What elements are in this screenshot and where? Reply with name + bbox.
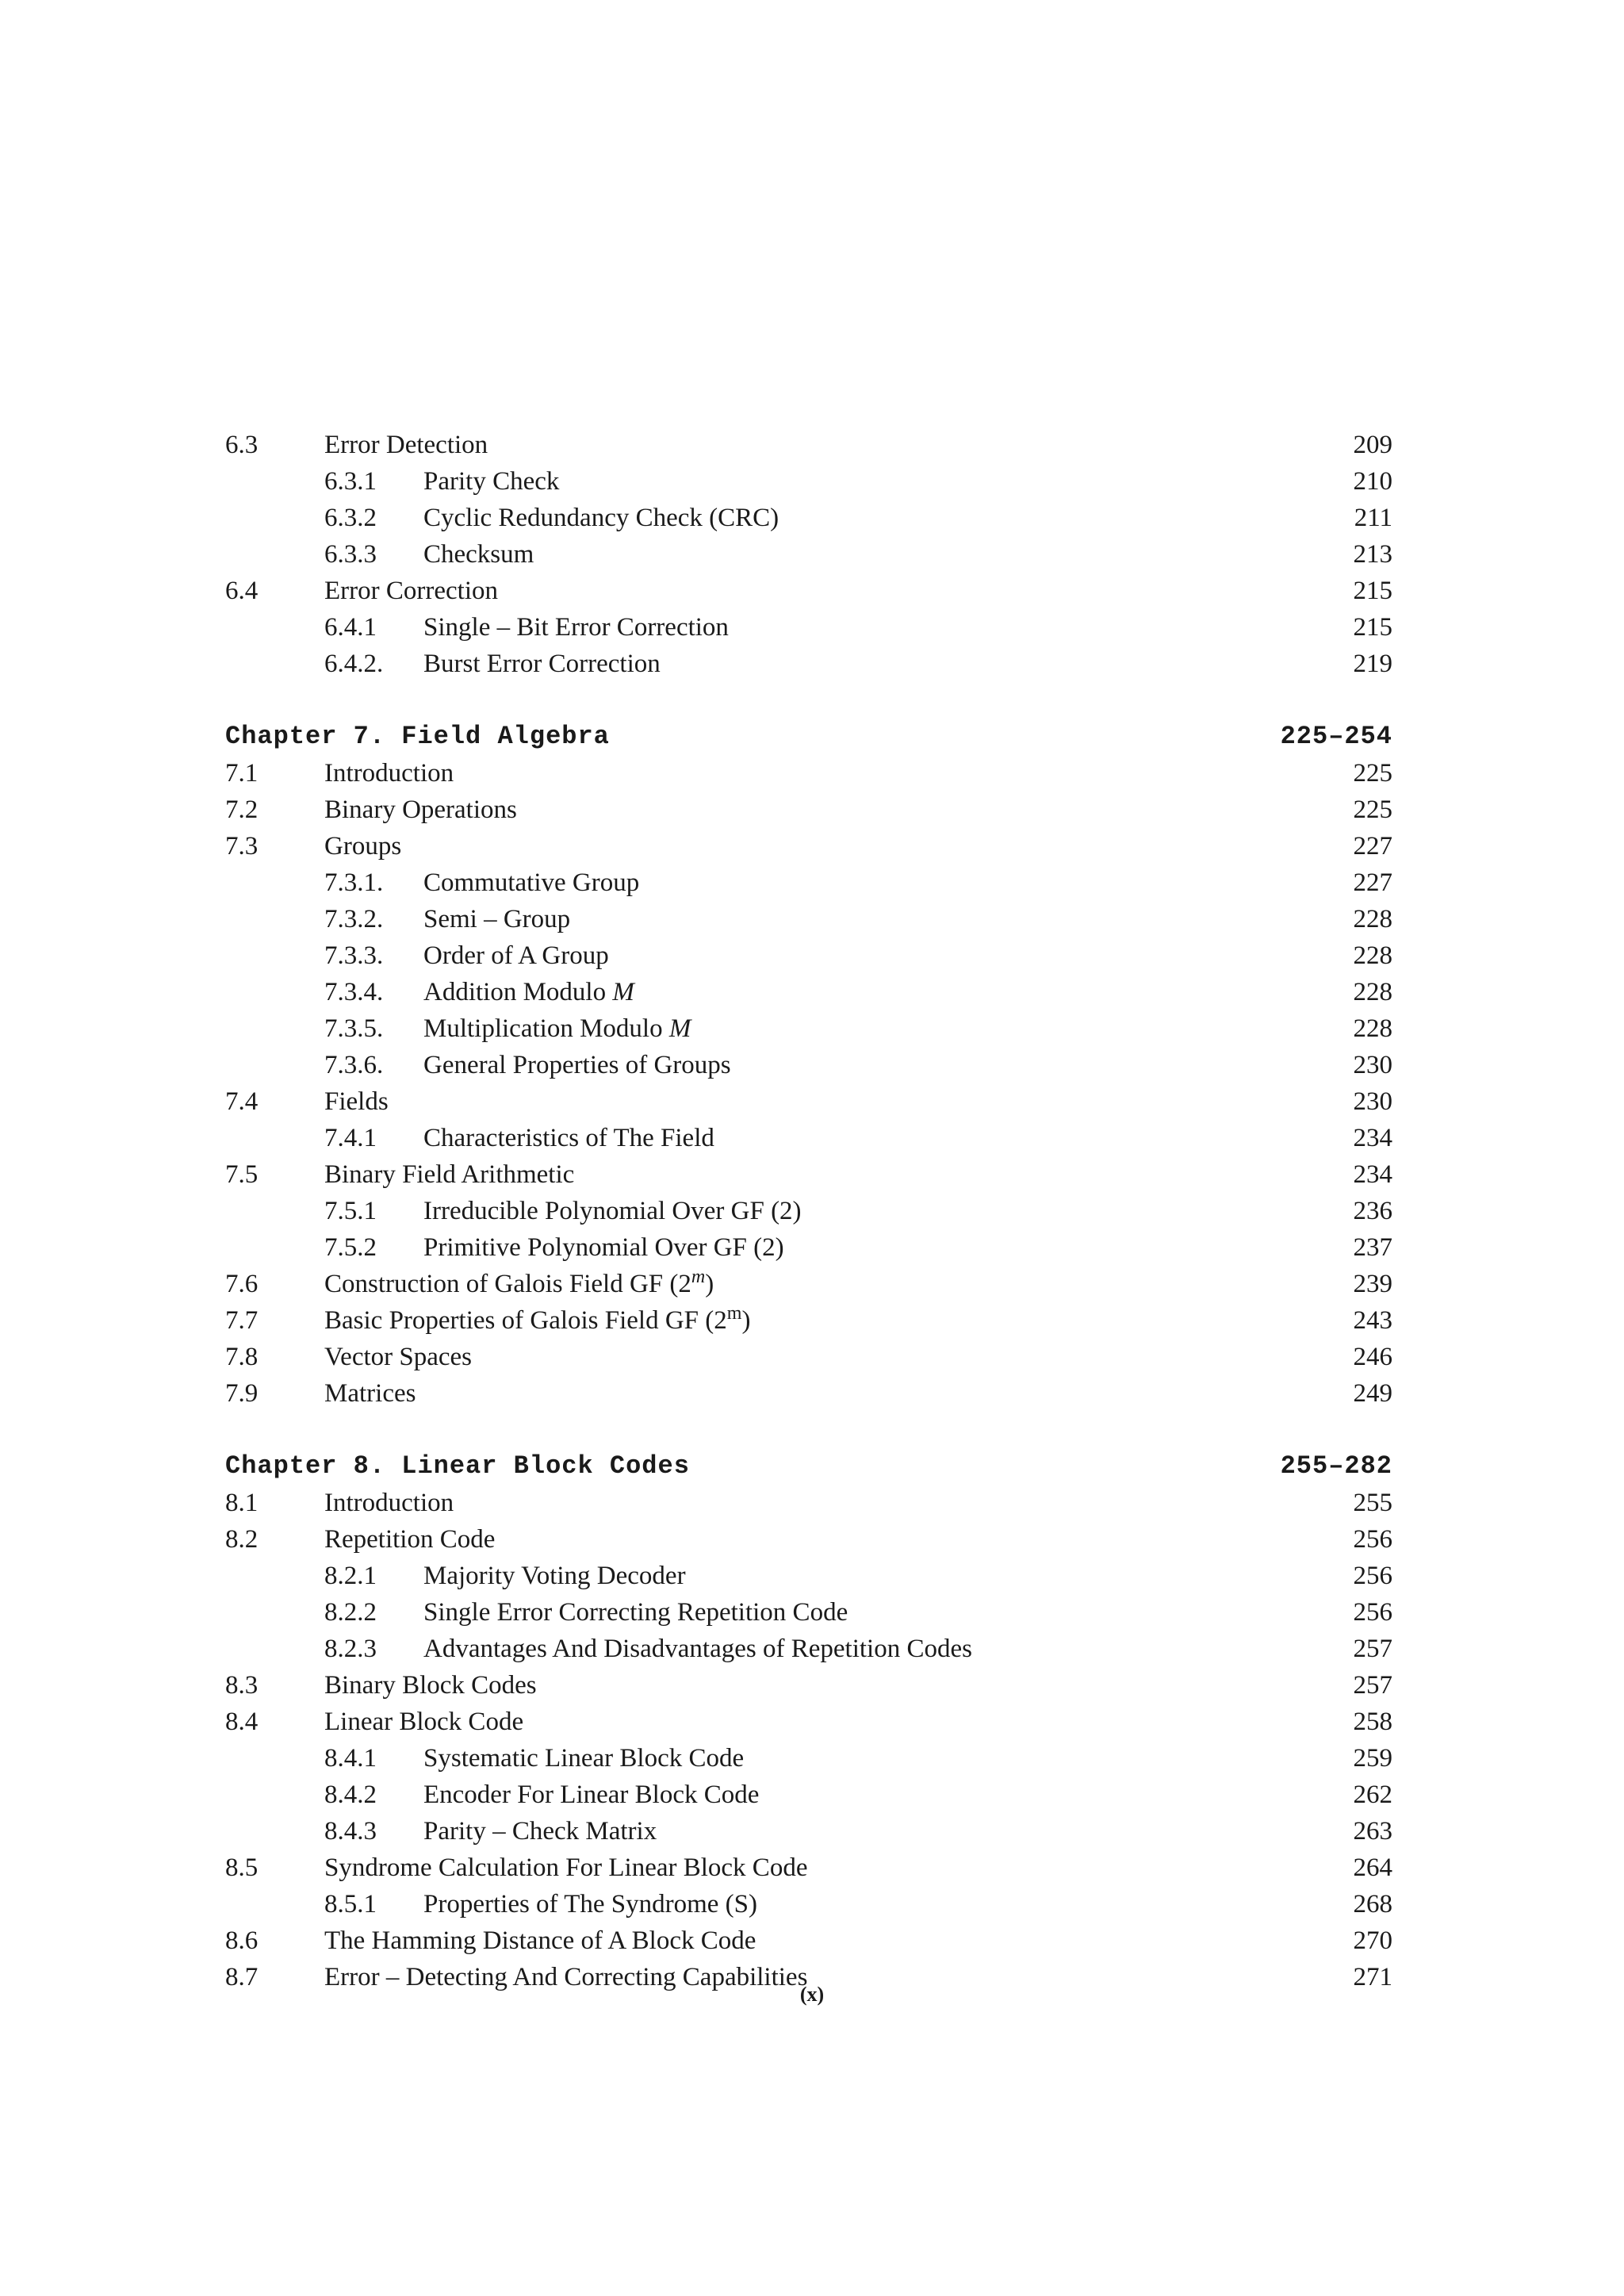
toc-entry-number: 6.4.2. (324, 650, 384, 678)
toc-entry-page: 258 (1353, 1708, 1392, 1736)
table-of-contents (225, 427, 1392, 1995)
toc-entry-number: 8.4.2 (324, 1780, 377, 1809)
toc-entry-number: 7.5.1 (324, 1197, 377, 1225)
toc-chapter-heading (225, 1448, 1392, 1485)
toc-subsection-row (225, 937, 1392, 974)
toc-subsection-row (225, 864, 1392, 901)
toc-entry-page: 228 (1353, 1014, 1392, 1043)
toc-entry-title (423, 1777, 759, 1813)
toc-entry-title-text: Parity – Check Matrix (423, 1817, 657, 1846)
toc-entry-title-end: ) (741, 1306, 751, 1335)
toc-entry-title-text: General Properties of Groups (423, 1051, 731, 1079)
toc-entry-number: 6.4.1 (324, 613, 377, 642)
toc-entry-number: 6.3.2 (324, 504, 377, 532)
toc-section-row (225, 427, 1392, 463)
page-number-footer: (x) (799, 1983, 825, 2006)
toc-entry-number: 8.6 (225, 1926, 259, 1955)
toc-entry-number: 7.8 (225, 1343, 259, 1371)
toc-entry-page: 255–282 (1280, 1451, 1392, 1481)
toc-subsection-row (225, 974, 1392, 1010)
toc-subsection-row (225, 1886, 1392, 1922)
toc-entry-page: 211 (1354, 504, 1392, 532)
toc-entry-title-text: Chapter 7. Field Algebra (225, 722, 610, 751)
toc-subsection-row (225, 1594, 1392, 1631)
toc-entry-page: 256 (1353, 1562, 1392, 1590)
toc-entry-page: 209 (1353, 431, 1392, 459)
toc-entry-number: 7.3.1. (324, 868, 384, 897)
toc-entry-page: 255 (1353, 1489, 1392, 1517)
toc-entry-page: 215 (1353, 577, 1392, 605)
toc-entry-title (423, 1120, 714, 1156)
toc-section-row (225, 1704, 1392, 1740)
toc-entry-number: 8.4 (225, 1708, 259, 1736)
toc-entry-page: 225 (1353, 759, 1392, 788)
toc-entry-page: 228 (1353, 905, 1392, 933)
toc-entry-title-text: Systematic Linear Block Code (423, 1744, 745, 1773)
toc-entry-title (423, 500, 779, 536)
toc-section-row (225, 792, 1392, 828)
toc-entry-page: 239 (1353, 1270, 1392, 1298)
toc-entry-title-text: Characteristics of The Field (423, 1124, 714, 1152)
toc-entry-page: 234 (1353, 1160, 1392, 1189)
toc-entry-number: 8.2.1 (324, 1562, 377, 1590)
toc-entry-title (423, 536, 534, 573)
toc-entry-title-text: Binary Field Arithmetic (324, 1160, 575, 1189)
toc-entry-number: 6.4 (225, 577, 259, 605)
toc-entry-title-text: Construction of Galois Field GF (2 (324, 1270, 691, 1298)
toc-entry-page: 227 (1353, 832, 1392, 861)
toc-entry-page: 228 (1353, 941, 1392, 970)
toc-entry-title-text: Binary Operations (324, 795, 517, 824)
toc-entry-title-text: Introduction (324, 759, 454, 788)
toc-entry-page: 259 (1353, 1744, 1392, 1773)
toc-subsection-row (225, 1777, 1392, 1813)
toc-entry-number: 8.4.1 (324, 1744, 377, 1773)
toc-entry-page: 270 (1353, 1926, 1392, 1955)
toc-subsection-row (225, 1558, 1392, 1594)
toc-section-row (225, 1375, 1392, 1412)
toc-entry-title (423, 463, 559, 500)
toc-entry-page: 249 (1353, 1379, 1392, 1408)
toc-subsection-row (225, 1813, 1392, 1849)
toc-entry-number: 7.3 (225, 832, 259, 861)
toc-entry-title (423, 609, 729, 646)
toc-entry-page: 234 (1353, 1124, 1392, 1152)
toc-entry-title (324, 1521, 495, 1558)
toc-entry-page: 257 (1353, 1635, 1392, 1663)
toc-subsection-row (225, 536, 1392, 573)
toc-entry-title-text: Single Error Correcting Repetition Code (423, 1598, 848, 1627)
toc-entry-title (324, 1375, 416, 1412)
toc-entry-title (324, 1266, 714, 1302)
toc-entry-title-text: Encoder For Linear Block Code (423, 1780, 760, 1809)
toc-subsection-row (225, 1229, 1392, 1266)
toc-entry-number: 7.6 (225, 1270, 259, 1298)
toc-entry-title (423, 646, 661, 682)
toc-entry-title-text: Introduction (324, 1489, 454, 1517)
toc-entry-title-text: Syndrome Calculation For Linear Block Code (324, 1853, 808, 1882)
toc-entry-number: 7.4 (225, 1087, 259, 1116)
toc-entry-number: 6.3 (225, 431, 259, 459)
toc-entry-title-text: Irreducible Polynomial Over GF (2) (423, 1197, 802, 1225)
toc-entry-number: 8.1 (225, 1489, 259, 1517)
toc-entry-title (423, 1193, 802, 1229)
toc-section-row (225, 1083, 1392, 1120)
toc-entry-title (324, 573, 498, 609)
toc-entry-title (423, 1886, 757, 1922)
toc-entry-page: 219 (1353, 650, 1392, 678)
toc-entry-title (423, 1010, 691, 1047)
toc-subsection-row (225, 463, 1392, 500)
toc-section-row (225, 1922, 1392, 1959)
toc-entry-page: 271 (1353, 1963, 1392, 1991)
toc-entry-title-text: Basic Properties of Galois Field GF (2 (324, 1306, 727, 1335)
toc-entry-page: 257 (1353, 1671, 1392, 1700)
toc-entry-title-text: Multiplication Modulo (423, 1014, 669, 1043)
toc-section-row (225, 1302, 1392, 1339)
toc-entry-title (324, 792, 517, 828)
toc-entry-title-text: Advantages And Disadvantages of Repetition Codes (423, 1635, 972, 1663)
toc-entry-title-text: The Hamming Distance of A Block Code (324, 1926, 756, 1955)
toc-entry-title-text: Semi – Group (423, 905, 571, 933)
toc-entry-page: 215 (1353, 613, 1392, 642)
toc-subsection-row (225, 901, 1392, 937)
toc-entry-title (423, 1047, 731, 1083)
toc-entry-number: 7.9 (225, 1379, 259, 1408)
toc-entry-number: 6.3.3 (324, 540, 377, 569)
toc-entry-title (423, 1631, 972, 1667)
toc-entry-title-text: Repetition Code (324, 1525, 496, 1554)
toc-entry-math-variable: M (668, 1014, 691, 1043)
toc-entry-title (423, 901, 570, 937)
toc-entry-title (324, 1704, 523, 1740)
toc-entry-superscript: m (691, 1267, 706, 1287)
toc-entry-number: 6.3.1 (324, 467, 377, 496)
toc-section-row (225, 1266, 1392, 1302)
toc-chapter-heading (225, 719, 1392, 755)
toc-entry-title-text: Vector Spaces (324, 1343, 473, 1371)
toc-entry-page: 236 (1353, 1197, 1392, 1225)
toc-entry-page: 225 (1353, 795, 1392, 824)
toc-entry-number: 8.4.3 (324, 1817, 377, 1846)
toc-entry-title-text: Linear Block Code (324, 1708, 524, 1736)
toc-entry-title (324, 755, 454, 792)
toc-entry-title (324, 427, 488, 463)
toc-entry-title-text: Single – Bit Error Correction (423, 613, 729, 642)
toc-entry-number: 7.3.3. (324, 941, 384, 970)
toc-entry-title (324, 1922, 756, 1959)
toc-entry-page: 230 (1353, 1087, 1392, 1116)
toc-section-row (225, 573, 1392, 609)
toc-entry-page: 264 (1353, 1853, 1392, 1882)
toc-entry-title (423, 1594, 848, 1631)
toc-entry-number: 7.7 (225, 1306, 259, 1335)
toc-entry-number: 7.5 (225, 1160, 259, 1189)
toc-entry-page: 263 (1353, 1817, 1392, 1846)
toc-entry-superscript: m (726, 1303, 742, 1324)
toc-entry-title (423, 1740, 744, 1777)
toc-section-row (225, 1156, 1392, 1193)
toc-entry-title-text: Majority Voting Decoder (423, 1562, 686, 1590)
toc-entry-title-text: Error Correction (324, 577, 498, 605)
toc-entry-number: 8.7 (225, 1963, 259, 1991)
toc-entry-page: 227 (1353, 868, 1392, 897)
toc-entry-number: 7.1 (225, 759, 259, 788)
toc-entry-title (324, 1156, 574, 1193)
toc-entry-title (423, 1813, 657, 1849)
toc-subsection-row (225, 1120, 1392, 1156)
toc-spacer (225, 682, 1392, 719)
toc-entry-title (423, 1229, 784, 1266)
toc-subsection-row (225, 500, 1392, 536)
toc-entry-number: 8.2 (225, 1525, 259, 1554)
toc-section-row (225, 1485, 1392, 1521)
toc-entry-title (324, 1849, 807, 1886)
toc-entry-title (324, 1302, 750, 1339)
toc-entry-number: 8.5 (225, 1853, 259, 1882)
toc-entry-title-text: Groups (324, 832, 402, 861)
toc-entry-title (423, 974, 634, 1010)
toc-section-row (225, 1849, 1392, 1886)
toc-entry-math-variable: M (612, 978, 634, 1006)
toc-entry-number: 7.4.1 (324, 1124, 377, 1152)
toc-entry-page: 213 (1353, 540, 1392, 569)
toc-section-row (225, 1339, 1392, 1375)
toc-entry-title-text: Error – Detecting And Correcting Capabilities (324, 1963, 808, 1991)
toc-section-row (225, 1667, 1392, 1704)
toc-entry-title-text: Addition Modulo (423, 978, 613, 1006)
toc-entry-title (423, 864, 639, 901)
toc-entry-page: 256 (1353, 1598, 1392, 1627)
toc-entry-page: 246 (1353, 1343, 1392, 1371)
toc-entry-title-text: Primitive Polynomial Over GF (2) (423, 1233, 784, 1262)
toc-entry-title (324, 1485, 454, 1521)
toc-entry-title-text: Parity Check (423, 467, 560, 496)
toc-subsection-row (225, 1740, 1392, 1777)
toc-entry-title-text: Burst Error Correction (423, 650, 661, 678)
toc-entry-title (324, 828, 401, 864)
toc-entry-page: 210 (1353, 467, 1392, 496)
toc-entry-title-text: Order of A Group (423, 941, 609, 970)
toc-entry-number: 7.3.6. (324, 1051, 384, 1079)
toc-entry-page: 256 (1353, 1525, 1392, 1554)
toc-entry-title-text: Matrices (324, 1379, 416, 1408)
toc-entry-number: 8.3 (225, 1671, 259, 1700)
toc-subsection-row (225, 609, 1392, 646)
toc-entry-number: 7.3.4. (324, 978, 384, 1006)
toc-entry-title-text: Error Detection (324, 431, 488, 459)
toc-entry-page: 262 (1353, 1780, 1392, 1809)
toc-entry-page: 228 (1353, 978, 1392, 1006)
toc-spacer (225, 1412, 1392, 1448)
toc-entry-title-text: Checksum (423, 540, 534, 569)
toc-entry-page: 230 (1353, 1051, 1392, 1079)
toc-entry-title-text: Chapter 8. Linear Block Codes (225, 1451, 690, 1481)
toc-section-row (225, 828, 1392, 864)
toc-entry-title-text: Cyclic Redundancy Check (CRC) (423, 504, 779, 532)
toc-entry-page: 225–254 (1280, 722, 1392, 751)
toc-entry-number: 8.5.1 (324, 1890, 377, 1918)
toc-entry-title-text: Binary Block Codes (324, 1671, 537, 1700)
toc-subsection-row (225, 646, 1392, 682)
toc-section-row (225, 755, 1392, 792)
toc-entry-title (324, 1083, 389, 1120)
toc-subsection-row (225, 1010, 1392, 1047)
toc-entry-title (324, 1667, 537, 1704)
toc-entry-number: 7.3.5. (324, 1014, 384, 1043)
toc-entry-number: 7.2 (225, 795, 259, 824)
toc-entry-number: 8.2.2 (324, 1598, 377, 1627)
toc-entry-title (225, 1448, 690, 1485)
toc-entry-number: 7.3.2. (324, 905, 384, 933)
toc-subsection-row (225, 1631, 1392, 1667)
toc-entry-title-text: Commutative Group (423, 868, 640, 897)
toc-entry-title (423, 1558, 686, 1594)
toc-section-row (225, 1521, 1392, 1558)
toc-entry-title (324, 1339, 472, 1375)
toc-entry-title-text: Fields (324, 1087, 389, 1116)
toc-subsection-row (225, 1047, 1392, 1083)
toc-entry-title (423, 937, 609, 974)
toc-entry-number: 8.2.3 (324, 1635, 377, 1663)
toc-entry-number: 7.5.2 (324, 1233, 377, 1262)
toc-subsection-row (225, 1193, 1392, 1229)
toc-entry-title-text: Properties of The Syndrome (S) (423, 1890, 757, 1918)
toc-entry-page: 243 (1353, 1306, 1392, 1335)
toc-entry-title-end: ) (705, 1270, 714, 1298)
toc-entry-page: 268 (1353, 1890, 1392, 1918)
toc-entry-page: 237 (1353, 1233, 1392, 1262)
toc-entry-title (225, 719, 610, 755)
